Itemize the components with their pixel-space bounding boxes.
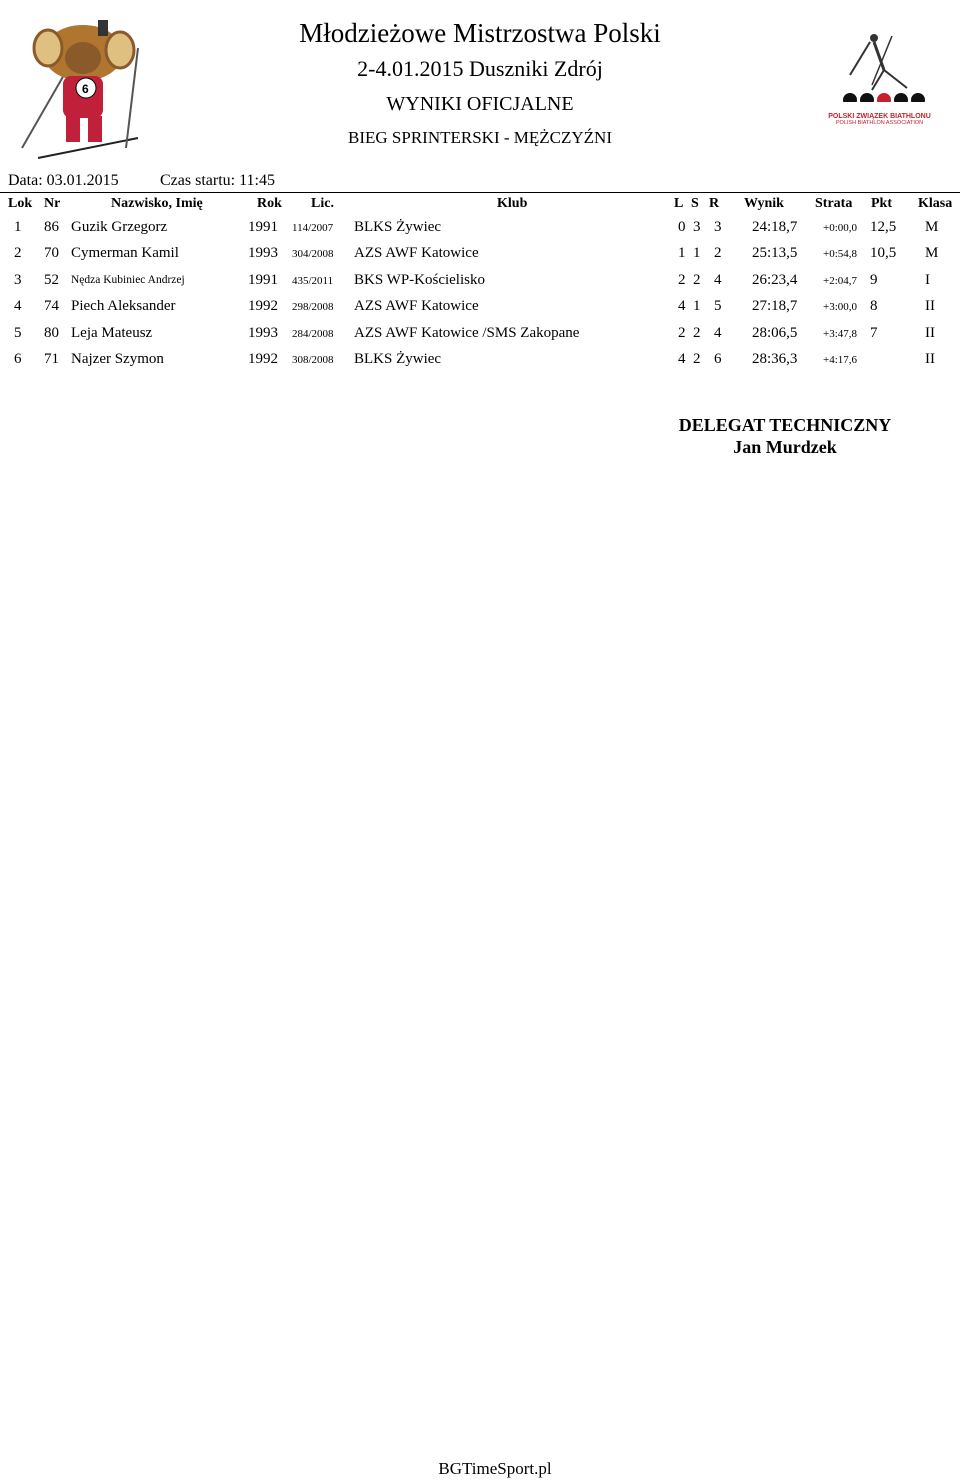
cell-pkt: 8 <box>870 298 878 314</box>
cell-name: Leja Mateusz <box>71 325 153 341</box>
cell-klub: AZS AWF Katowice <box>354 245 479 261</box>
cell-s: 3 <box>693 219 701 235</box>
cell-lic: 304/2008 <box>292 248 334 260</box>
cell-rok: 1991 <box>248 272 278 288</box>
col-rok: Rok <box>257 196 282 211</box>
cell-s: 2 <box>693 351 701 367</box>
delegate-name: Jan Murdzek <box>733 437 837 457</box>
cell-nr: 52 <box>44 272 59 288</box>
cell-rok: 1991 <box>248 219 278 235</box>
results-label: WYNIKI OFICJALNE <box>386 93 574 115</box>
cell-klasa: II <box>925 351 935 367</box>
date-label: Data: 03.01.2015 <box>8 172 119 189</box>
cell-name: Guzik Grzegorz <box>71 219 168 235</box>
col-lic: Lic. <box>311 196 334 211</box>
delegate-title: DELEGAT TECHNICZNY <box>678 415 892 435</box>
cell-klub: AZS AWF Katowice <box>354 298 479 314</box>
col-wynik: Wynik <box>744 196 784 211</box>
start-time-label: Czas startu: 11:45 <box>160 172 275 189</box>
col-nr: Nr <box>44 196 61 211</box>
event-dates-place: 2-4.01.2015 Duszniki Zdrój <box>357 56 603 81</box>
footer-brand: BGTimeSport.pl <box>438 1459 552 1478</box>
cell-lok: 3 <box>14 272 22 288</box>
cell-wynik: 26:23,4 <box>752 272 798 288</box>
col-s: S <box>691 196 699 211</box>
cell-klub: BLKS Żywiec <box>354 351 442 367</box>
cell-s: 2 <box>693 325 701 341</box>
cell-lok: 6 <box>14 351 22 367</box>
table-row <box>0 298 960 322</box>
table-row <box>0 325 960 349</box>
cell-wynik: 24:18,7 <box>752 219 798 235</box>
cell-l: 2 <box>678 325 686 341</box>
cell-r: 2 <box>714 245 722 261</box>
cell-r: 4 <box>714 325 722 341</box>
cell-r: 4 <box>714 272 722 288</box>
cell-s: 1 <box>693 298 701 314</box>
col-l: L <box>674 196 684 211</box>
cell-name: Najzer Szymon <box>71 351 164 367</box>
cell-klasa: I <box>925 272 930 288</box>
cell-strata: +0:54,8 <box>823 248 858 260</box>
cell-pkt: 9 <box>870 272 878 288</box>
cell-rok: 1993 <box>248 325 278 341</box>
cell-klasa: II <box>925 325 935 341</box>
cell-lic: 298/2008 <box>292 301 334 313</box>
cell-r: 5 <box>714 298 722 314</box>
cell-wynik: 28:36,3 <box>752 351 798 367</box>
cell-l: 4 <box>678 351 686 367</box>
pzb-logo-line2: POLISH BIATHLON ASSOCIATION <box>835 120 924 126</box>
cell-l: 2 <box>678 272 686 288</box>
cell-lic: 435/2011 <box>292 275 334 287</box>
cell-strata: +3:47,8 <box>823 328 858 340</box>
cell-l: 0 <box>678 219 686 235</box>
col-klasa: Klasa <box>918 196 953 211</box>
cell-lic: 284/2008 <box>292 328 334 340</box>
pzb-logo-line1: POLSKI ZWIĄZEK BIATHLONU <box>828 113 931 120</box>
table-header <box>0 192 960 213</box>
col-pkt: Pkt <box>871 196 892 211</box>
col-strata: Strata <box>815 196 853 211</box>
cell-nr: 86 <box>44 219 59 235</box>
svg-text:6: 6 <box>82 82 89 96</box>
delegate-block <box>630 414 940 458</box>
cell-nr: 70 <box>44 245 59 261</box>
col-klub: Klub <box>497 196 528 211</box>
cell-l: 1 <box>678 245 686 261</box>
col-lok: Lok <box>8 196 33 211</box>
table-row <box>0 245 960 269</box>
cell-klub: AZS AWF Katowice /SMS Zakopane <box>354 325 580 341</box>
cell-klasa: M <box>925 245 939 261</box>
cell-name: Cymerman Kamil <box>71 245 179 261</box>
cell-klub: BKS WP-Kościelisko <box>354 272 485 288</box>
cell-lok: 5 <box>14 325 22 341</box>
cell-s: 1 <box>693 245 701 261</box>
cell-wynik: 25:13,5 <box>752 245 798 261</box>
cell-name: Nędza Kubiniec Andrzej <box>71 274 185 286</box>
cell-strata: +4:17,6 <box>823 354 858 366</box>
cell-nr: 80 <box>44 325 59 341</box>
cell-lic: 308/2008 <box>292 354 334 366</box>
col-r: R <box>709 196 720 211</box>
cell-rok: 1992 <box>248 351 278 367</box>
cell-lic: 114/2007 <box>292 222 334 234</box>
cell-lok: 1 <box>14 219 22 235</box>
cell-nr: 71 <box>44 351 59 367</box>
cell-lok: 4 <box>14 298 22 314</box>
cell-l: 4 <box>678 298 686 314</box>
cell-name: Piech Aleksander <box>71 298 176 314</box>
cell-s: 2 <box>693 272 701 288</box>
event-name: BIEG SPRINTERSKI - MĘŻCZYŹNI <box>348 128 612 147</box>
cell-rok: 1993 <box>248 245 278 261</box>
page-title: Młodzieżowe Mistrzostwa Polski <box>299 18 661 48</box>
table-row <box>0 219 960 243</box>
cell-strata: +3:00,0 <box>823 301 858 313</box>
cell-strata: +0:00,0 <box>823 222 858 234</box>
cell-rok: 1992 <box>248 298 278 314</box>
cell-pkt: 7 <box>870 325 878 341</box>
col-name: Nazwisko, Imię <box>111 196 203 211</box>
cell-klub: BLKS Żywiec <box>354 219 442 235</box>
cell-r: 3 <box>714 219 722 235</box>
cell-lok: 2 <box>14 245 22 261</box>
cell-klasa: M <box>925 219 939 235</box>
cell-pkt: 12,5 <box>870 219 897 235</box>
cell-wynik: 27:18,7 <box>752 298 798 314</box>
cell-pkt: 10,5 <box>870 245 897 261</box>
cell-strata: +2:04,7 <box>823 275 858 287</box>
table-row <box>0 351 960 375</box>
table-row <box>0 272 960 296</box>
cell-r: 6 <box>714 351 722 367</box>
cell-nr: 74 <box>44 298 59 314</box>
cell-klasa: II <box>925 298 935 314</box>
cell-wynik: 28:06,5 <box>752 325 798 341</box>
